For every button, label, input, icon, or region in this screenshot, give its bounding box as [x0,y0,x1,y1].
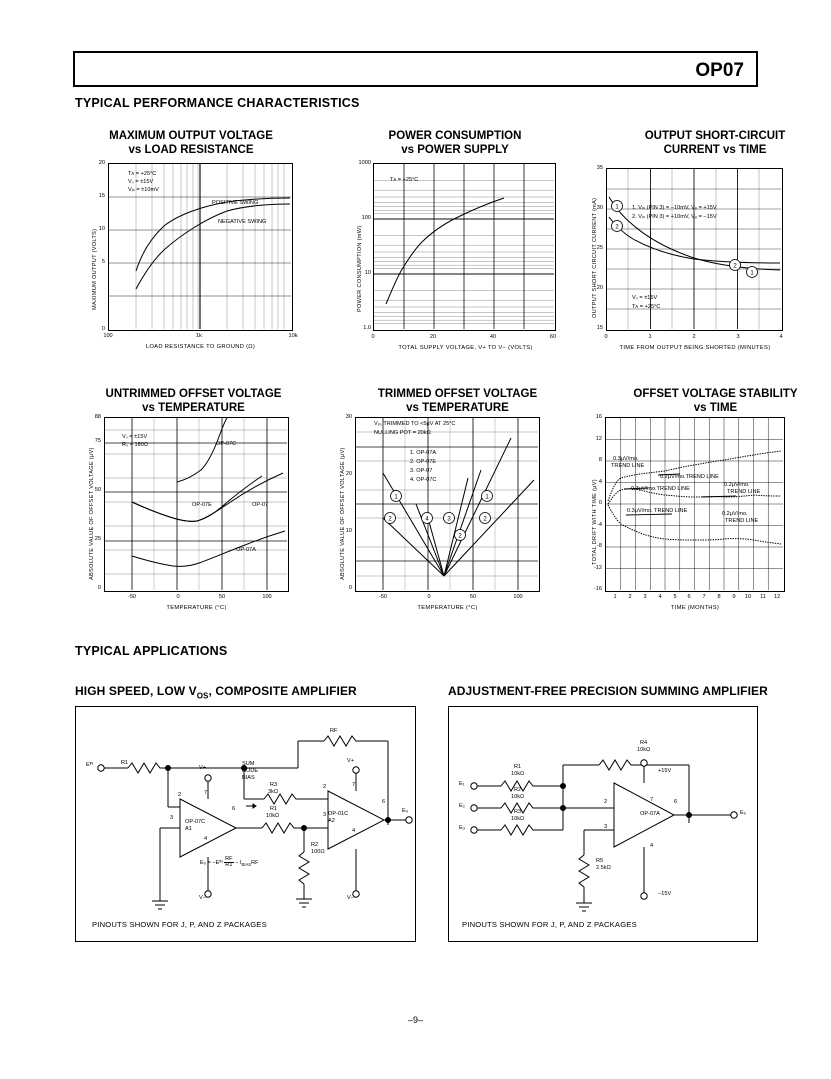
chart-annotation: 0.3μV/mo.TREND LINE [631,486,690,492]
xtick: -50 [127,594,137,600]
xtick: 1 [648,334,652,340]
app-title-summing-amplifier: ADJUSTMENT-FREE PRECISION SUMMING AMPLIFIER [448,684,768,698]
svg-text:4: 4 [425,516,429,523]
xtick: 100 [103,333,113,339]
svg-text:2: 2 [388,516,392,523]
circuit-label-vplus: V+ [199,765,206,771]
circuit-label-output: Eₒ [740,810,746,816]
ytick: 35 [596,165,603,171]
chart-annotation: TREND LINE [611,463,645,469]
xtick: 0 [604,334,608,340]
circuit-label-r4: R4 [640,740,648,746]
chart-ylabel-power-consumption: POWER CONSUMPTION (mW) [357,225,363,312]
chart-annotation: 0.2μV/mo.TREND LINE [660,474,719,480]
ytick: 10 [364,270,371,276]
circuit-pin: 4 [352,828,356,834]
circuit-label-r3: R3 [514,809,522,815]
xtick: 10 [744,594,752,600]
chart-title-trimmed-offset-voltage: TRIMMED OFFSET VOLTAGE vs TEMPERATURE [377,388,538,414]
xtick: 3 [736,334,740,340]
circuit-label-input: Eᴵᴺ [86,762,94,768]
chart-title-max-output-voltage: MAXIMUM OUTPUT VOLTAGE vs LOAD RESISTANCE [109,130,273,156]
ytick: 5 [101,259,105,265]
section-heading-applications: TYPICAL APPLICATIONS [75,644,228,658]
xtick: 20 [429,334,437,340]
chart-annotation: 0.2μV/mo. [724,482,750,488]
ytick: 0 [97,585,101,591]
circuit-label-amp1-ref: A1 [185,826,192,832]
xtick: 7 [702,594,706,600]
circuit-pin: 6 [382,799,386,805]
ytick: 30 [345,414,352,420]
svg-text:1: 1 [615,204,619,211]
chart-title-untrimmed-offset-voltage: UNTRIMMED OFFSET VOLTAGE vs TEMPERATURE [105,388,282,414]
chart-canvas-trimmed-offset-voltage [356,418,538,590]
circuit-label-r3: R3 [270,782,278,788]
circuit-label-e3: E₃ [459,825,466,831]
chart-canvas-offset-voltage-stability [606,418,783,590]
ytick: 50 [94,487,101,493]
ytick: 8 [598,457,602,463]
chart-canvas-power-consumption [374,164,554,329]
chart-note: Rₛ = 180Ω [122,442,149,448]
chart-ylabel-offset-voltage-stability: TOTAL DRIFT WITH TIME (μV) [592,479,598,565]
ytick: -16 [593,586,602,592]
ytick: 25 [94,536,101,542]
circuit-svg-composite-amplifier [76,707,414,940]
svg-text:2: 2 [733,263,737,270]
svg-text:2: 2 [458,533,462,540]
circuit-label-vminus: V− [199,895,206,901]
circuit-pin: 6 [232,806,236,812]
chart-xlabel-power-consumption: TOTAL SUPPLY VOLTAGE, V+ TO V− (VOLTS) [398,345,533,351]
circuit-label-e2: E₂ [459,803,465,809]
svg-text:2: 2 [483,516,487,523]
circuit-label-amp1: OP-07C [185,819,206,825]
ytick: 75 [94,438,101,444]
chart-annotation: 0.2μV/mo. [722,511,748,517]
chart-legend-item: 2. Vᵢₙ (PIN 3) = +10mV, Vₒ = −15V [632,214,717,220]
ytick: 20 [345,471,352,477]
xtick: 50 [469,594,477,600]
chart-note: Vₛ = ±15V [632,295,658,301]
xtick: 2 [628,594,632,600]
circuit-label-r2: R2 [514,787,522,793]
xtick: 0 [371,334,375,340]
chart-note: Tᴀ = +25°C [128,171,157,177]
chart-annotation: TREND LINE [725,518,759,524]
ytick: 10 [98,226,105,232]
xtick: 50 [218,594,226,600]
curve-label: OP-07A [236,547,256,553]
circuit-label-r4-value: 10kΩ [637,747,651,753]
circuit-diagram-summing-amplifier [448,706,758,942]
chart-ylabel-short-circuit-current: OUTPUT SHORT CIRCUIT CURRENT (mA) [592,197,598,318]
xtick: 6 [687,594,691,600]
circuit-pin: 3 [170,815,174,821]
xtick: 100 [262,594,272,600]
chart-xlabel-short-circuit-current: TIME FROM OUTPUT BEING SHORTED (MINUTES) [619,345,771,351]
circuit-label-r1-value: 10kΩ [511,771,525,777]
xtick: 1 [613,594,617,600]
chart-xlabel-max-output-voltage: LOAD RESISTANCE TO GROUND (Ω) [145,344,256,350]
svg-text:1: 1 [394,494,398,501]
circuit-label-amp2: OP-01C [328,811,349,817]
circuit-label-r3-value: 3kΩ [268,789,279,795]
circuit-pin: 4 [650,843,654,849]
svg-text:2: 2 [615,224,619,231]
chart-ylabel-trimmed-offset-voltage: ABSOLUTE VALUE OF OFFSET VOLTAGE (μV) [340,447,346,580]
circuit-label-sum-node-bias: SUM [242,761,255,767]
circuit-label-r5: R5 [596,858,604,864]
xtick: 0 [176,594,180,600]
chart-note: Tᴀ = +25°C [390,177,419,183]
chart-xlabel-untrimmed-offset-voltage: TEMPERATURE (°C) [166,605,227,611]
curve-label: POSITIVE SWING [212,200,259,206]
chart-note: Vₒₛ TRIMMED TO <5μV AT 25°C [374,421,456,427]
ytick: 0 [101,326,105,332]
circuit-pin: 2 [178,792,182,798]
ytick: 88 [94,414,101,420]
circuit-label-r2: R2 [311,842,319,848]
xtick: 4 [658,594,662,600]
circuit-label-amp2-ref: A2 [328,818,335,824]
app-title-composite-amplifier: HIGH SPEED, LOW $V_{OS}$, COMPOSITE AMPLIFIER [75,684,357,701]
chart-legend-item: 1. OP-07A [410,450,437,456]
circuit-label-r1: R1 [514,764,522,770]
chart-xlabel-trimmed-offset-voltage: TEMPERATURE (°C) [417,605,478,611]
page-title: OP07 [695,60,744,81]
ytick: 30 [596,205,603,211]
svg-text:1: 1 [750,270,754,277]
circuit-label-e1: E₁ [459,781,465,787]
circuit-label-sum-node-bias: BIAS [242,775,255,781]
ytick: 12 [595,436,602,442]
chart-title-short-circuit-current: OUTPUT SHORT-CIRCUIT CURRENT vs TIME [644,130,786,156]
ytick: -12 [593,565,602,571]
circuit-label-output: Eₒ [402,808,408,814]
xtick: 0 [427,594,431,600]
ytick: 16 [595,414,602,420]
circuit-pin: 3 [604,824,608,830]
xtick: 12 [773,594,781,600]
ytick: 1000 [358,160,371,166]
circuit-footer-note-right: PINOUTS SHOWN FOR J, P, AND Z PACKAGES [462,920,637,929]
circuit-footer-note-left: PINOUTS SHOWN FOR J, P, AND Z PACKAGES [92,920,267,929]
xtick: 2 [692,334,696,340]
circuit-label-r5-value: 2.5kΩ [596,865,611,871]
section-heading-performance: TYPICAL PERFORMANCE CHARACTERISTICS [75,96,360,110]
ytick: 1.0 [363,325,371,331]
circuit-label-r1: R1 [270,806,278,812]
xtick: 1k [196,333,202,339]
chart-note: NULLING POT = 20kΩ [374,430,431,436]
circuit-label-r1-value: 10kΩ [266,813,280,819]
xtick: 11 [760,594,766,600]
ytick: 15 [596,325,603,331]
chart-ylabel-max-output-voltage: MAXIMUM OUTPUT (VOLTS) [92,228,98,310]
svg-text:3: 3 [447,516,451,523]
circuit-label-r2-value: 100Ω [311,849,325,855]
circuit-pin: 2 [604,799,608,805]
ytick: 25 [596,245,603,251]
chart-note: Vᵢₙ = ±10mV [128,187,159,193]
circuit-label-rf: RF [330,728,338,734]
xtick: 10k [288,333,298,339]
circuit-svg-summing-amplifier [449,707,756,940]
chart-legend-item: 3. OP-07 [410,468,433,474]
chart-annotation: 0.3μV/mo. TREND LINE [627,508,688,514]
circuit-pin: 4 [204,836,208,842]
svg-text:1: 1 [485,494,489,501]
xtick: 9 [732,594,736,600]
chart-annotation: TREND LINE [727,489,761,495]
xtick: 60 [549,334,557,340]
circuit-pin: 7 [204,790,208,796]
circuit-label-sum-node-bias: NODE [242,768,259,774]
circuit-label-r2-value: 10kΩ [511,794,525,800]
ytick: 0 [348,585,352,591]
ytick: 4 [598,479,602,485]
circuit-pin: 7 [352,782,356,788]
circuit-equation: Eₒ = −Eᴵᴺ $\frac{RF}{R1}$ − $I_{BIAS}RF$ [200,856,259,868]
xtick: 8 [717,594,721,600]
chart-note: Tᴀ = +25°C [632,304,661,310]
xtick: 40 [489,334,497,340]
circuit-pin: 6 [674,799,678,805]
circuit-label-amp: OP-07A [640,811,660,817]
circuit-label-r3-value: 10kΩ [511,816,525,822]
chart-ylabel-untrimmed-offset-voltage: ABSOLUTE VALUE OF OFFSET VOLTAGE (μV) [89,447,95,580]
curve-label: NEGATIVE SWING [218,219,267,225]
circuit-pin: 3 [323,812,327,818]
ytick: 20 [98,160,105,166]
chart-xlabel-offset-voltage-stability: TIME (MONTHS) [670,605,720,611]
chart-legend-item: 1. Vᵢₙ (PIN 3) = −10mV, Vₒ = +15V [632,205,717,211]
xtick: 100 [513,594,523,600]
chart-legend-item: 4. OP-07C [410,477,437,483]
curve-label: OP-07E [192,502,212,508]
circuit-label-vplus: +15V [658,768,672,774]
circuit-label-vplus: V+ [347,758,354,764]
ytick: -8 [597,543,602,549]
ytick: -4 [597,522,602,528]
chart-title-offset-voltage-stability: OFFSET VOLTAGE STABILITY vs TIME [633,388,798,414]
ytick: 100 [361,215,371,221]
xtick: -50 [378,594,388,600]
ytick: 0 [598,500,602,506]
chart-annotation: 0.3μV/mo. [613,456,639,462]
ytick: 20 [596,285,603,291]
xtick: 4 [779,334,783,340]
chart-note: Vₛ = ±15V [122,434,148,440]
circuit-label-vminus: −15V [658,891,672,897]
circuit-diagram-composite-amplifier [75,706,416,942]
ytick: 10 [345,528,352,534]
xtick: 3 [643,594,647,600]
chart-title-power-consumption: POWER CONSUMPTION vs POWER SUPPLY [388,130,522,156]
circuit-pin: 2 [323,784,327,790]
ytick: 15 [98,193,105,199]
curve-label: OP-07C [216,441,237,447]
circuit-label-r1-input: R1 [121,760,129,766]
chart-note: Vₛ = ±15V [128,179,154,185]
circuit-pin: 7 [650,797,654,803]
chart-legend-item: 2. OP-07E [410,459,437,465]
header-box [73,51,758,87]
page-number: –9– [407,1015,424,1025]
curve-label: OP-07 [252,502,269,508]
circuit-label-vminus: V− [347,895,354,901]
xtick: 5 [673,594,677,600]
